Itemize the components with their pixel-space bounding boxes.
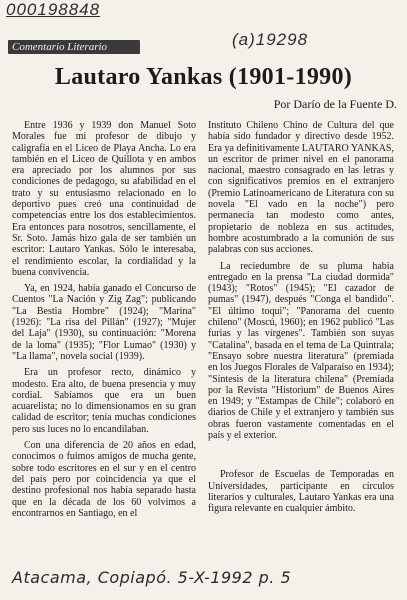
paragraph: Profesor de Escuelas de Temporadas en Universidades, participante en círculos literarios y culturales, Lautaro Yankas era una figura relevante en cualquier ámbito.	[208, 469, 394, 515]
paragraph: Entre 1936 y 1939 don Manuel Soto Morales fue mi profesor de dibujo y caligrafía en el Liceo de Playa Ancha. Lo era también en el Liceo de Quillota y en ambos era apreciado por los alumnos por sus condiciones de pedagogo, su afabilidad en el trato y su entusiasmo relacionado en lo deportivo pues creó una continuidad de competencias entre los dos establecimientos. Era entonces para nosotros, sencillamente, el Sr. Soto. Jamás hizo gala de ser también un escritor: Lautaro Yankas. Sólo le interesaba, el rendimiento escolar, la cordialidad y la buena convivencia.	[12, 120, 196, 278]
section-label: Comentario Literario	[8, 40, 140, 54]
right-column	[208, 120, 394, 515]
archive-code-top: 000198848	[6, 0, 101, 19]
paragraph: Era un profesor recto, dinámico y modesto. Era alto, de buena presencia y muy cordial. Sabíamos que era un buen acuarelista; no lo dimensionamos en su gran calidad de escritor; tenía muchas condiciones pero sus luces no lo encandilaban.	[12, 367, 196, 435]
paragraph: La reciedumbre de su pluma había entregado en la prensa "La ciudad dormida" (1943); "Rotos" (1945); "El cazador de pumas" (1947), después "Conga el bandido". "El último toqui"; "Panorama del cuento chileno" (Moscú, 1960); en 1962 publicó "Las furias y las vírgenes". También son suyas "Catalina", basada en el tema de La Quintrala; "Ensayo sobre nuestra literatura" (premiada en los Juegos Florales de Valparaíso en 1934); "Síntesis de la literatura chilena" (Premiada por la Revista "Historium" de Buenos Aires en 1949; y "Estampas de Chile"; colaboró en diarios de Chile y el extranjero y también sus obras fueron vastamente comentadas en el país y el exterior.	[208, 260, 394, 442]
article-title: Lautaro Yankas (1901-1990)	[54, 64, 353, 90]
paragraph: Instituto Chileno Chino de Cultura del que había sido fundador y directivo desde 1952. Era ya definitivamente LAUTARO YANKAS, un escritor de primer nivel en el panorama nacional, maestro consagrado en las letras y con significativos premios en el extranjero (Premio Latinoamericano de Literatura con su novela "El vado en la noche") pero permanecía tan modesto como antes, propietario de nobleza en sus actitudes, hombre acostumbrado a la comunión de sus palabras con sus acciones.	[208, 120, 394, 256]
handwritten-source-note: Atacama, Copiapó. 5-X-1992 p. 5	[12, 568, 292, 587]
left-column	[12, 120, 196, 519]
paragraph: Ya, en 1924, había ganado el Concurso de Cuentos "La Nación y Zig Zag"; publicando "La Bestia Hombre" (1924); "Marina" (1926): "La risa del Pillán" (1927); "Mujer del Laja" (1930), su continuación: "Morena de la loma" (1935); "Flor Lumao" (1930) y "La llama", novela social (1939).	[12, 283, 196, 362]
paragraph: Con una diferencia de 20 años en edad, conocimos o fuimos amigos de mucha gente, sobre todo escritores en el sur y en el centro del país pero por coincidencia ya que el destino profesional nos había separado hasta que en la década de los 60 volvimos a encontrarnos en Santiago, en el	[12, 440, 196, 519]
article-byline: Por Darío de la Fuente D.	[273, 97, 397, 111]
archive-code-right: (a)19298	[232, 30, 309, 49]
